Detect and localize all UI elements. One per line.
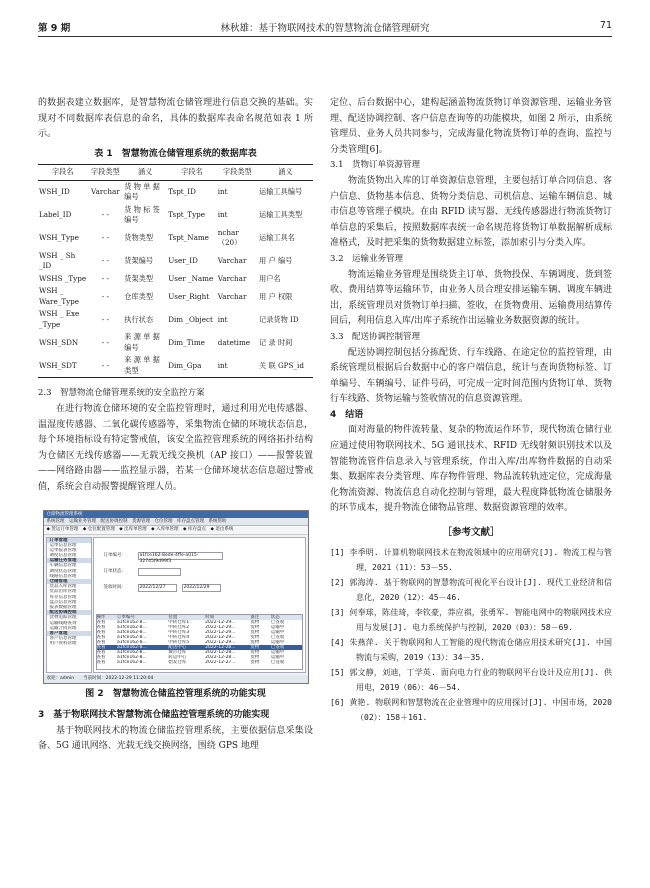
section-3-3-title: 3.3 配送协调控制管理 — [330, 331, 421, 342]
order-status-row — [104, 568, 254, 575]
running-title: 林秋雄：基于物联网技术的智慧物流仓储管理研究 — [220, 23, 430, 34]
reference-item: [4] 朱燕萍. 关于物联网和人工智能的现代物流仓储应用技术研究[J]. 中国物流与采购，2019（13）：34－35. — [330, 637, 612, 662]
page-number: 71 — [599, 20, 612, 31]
date-to-field: 2022/12/29 — [182, 584, 221, 592]
table-header-cell: 字段类型 — [88, 165, 124, 181]
grid-cell: 运输中 — [270, 629, 285, 635]
grid-cell: 查看 — [96, 650, 106, 656]
table-cell: - - — [101, 256, 109, 266]
nav-item: 运输线路查询 — [49, 620, 77, 626]
section-3-title: 3 基于物联网技术智慧物流仓储监控管理系统的功能实现 — [38, 710, 270, 721]
table-cell: 关 联 GPS_id — [258, 354, 313, 378]
table-cell: WSH_ID — [39, 187, 70, 197]
grid-cell: a1fce162-8... — [117, 645, 147, 651]
table-cell: 货架类型 — [124, 273, 154, 283]
grid-cell: 货物 — [250, 624, 260, 630]
table-cell: WSH_SDT — [38, 354, 88, 378]
grid-cell: 查看 — [96, 629, 106, 635]
grid-row — [97, 660, 302, 665]
nav-item: 运输合同管理 — [49, 625, 77, 631]
grid-cell: 中转仓库2 — [168, 624, 190, 630]
grid-cell: 货物 — [250, 660, 260, 666]
table-caption: 表 1 智慧物流仓储管理系统的数据库表 — [94, 148, 257, 159]
table-cell: 运输工具编号 — [259, 187, 303, 197]
nav-item: 货物追踪管理 — [49, 615, 77, 621]
grid-cell: 查看 — [96, 634, 106, 640]
grid-cell: 中转仓库5 — [168, 640, 190, 645]
table-header-cell: 涵义 — [258, 165, 313, 181]
grid-cell: 2022-12-28... — [205, 650, 236, 656]
table-cell: 运输工具名 — [259, 233, 295, 243]
table-cell: 记录货物 ID — [259, 314, 299, 324]
grid-cell: 中转仓库3 — [168, 629, 190, 635]
app-status-bar: 欢迎：admin 当前时间：2022-12-29 11:20:04 — [44, 675, 308, 683]
table-cell: 来 源 单 据 类型 — [123, 354, 167, 378]
table-cell: Tspt_Type — [168, 210, 206, 220]
table-cell: Varchar — [91, 187, 120, 197]
table-cell: WSHS _Type — [39, 273, 87, 283]
nav-item: 盘点信息管理 — [49, 599, 77, 605]
order-status-field — [138, 568, 181, 576]
table-cell: Dim_Gpa — [167, 354, 217, 378]
table-cell: User_ID — [168, 256, 198, 266]
nav-item: 运单信息管理 — [49, 542, 77, 548]
table-header-cell: 字段名 — [38, 165, 88, 181]
reference-item: [3] 何奉球，陈佳琦，李钦豪，莽应祺，张勇军. 智能电网中的物联网技术应用与发展[J]. 电力系统保护与控制，2020（03）：58－69. — [330, 607, 612, 632]
table-cell: nchar（20） — [217, 227, 242, 248]
order-number-field: a1fce162-8ede-4ffe-a015-32745f9d99f3 — [138, 552, 223, 560]
table-cell: 货架编号 — [124, 256, 154, 266]
table-cell: 用户名 — [259, 273, 281, 283]
grid-cell: a1fce162-8... — [117, 629, 147, 635]
order-number-row — [103, 552, 254, 564]
database-table — [38, 164, 313, 378]
table-cell: 记 录 时间 — [259, 337, 293, 347]
section-3-1-paragraph: 物流货物出入库的订单资源信息管理，主要包括订单合同信息、客户信息、货物基本信息、货物分类信息、司机信息、运输车辆信息、城市信息等管理子模块。在由 RFID 读写器、无线传感器进行物流货物订单信息的采集后，按照数据库表统一命名规范将货物订单数据解析成标准格式，及时把采集的货物数据建立标签，添加索引与分类入库。 — [330, 175, 612, 249]
grid-cell: 2022-12-29... — [205, 629, 236, 635]
grid-cell: 货物 — [250, 634, 260, 640]
grid-cell: 货物 — [250, 640, 260, 645]
grid-cell: a1fce162-8... — [117, 640, 147, 645]
table-cell: Varchar — [217, 256, 247, 266]
section-4-paragraph: 面对海量的物件流转量、复杂的物流运作环节，现代物流仓储行业应通过使用物联网技术、5G 通讯技术、RFID 无线射频识别技术以及智能物流管件信息录入与管理系统，作出入库/出库物件数据的自动采集、数据库表分类管理、库存物件管理、物品流转轨迹定位，完成海量化物流资源、物流信息自动化控制与管理，最大程度降低物流仓储服务的环节成本，提升物流仓储物品管理、数据资源管理的效率。 — [330, 425, 612, 514]
grid-cell: 货物 — [250, 645, 260, 651]
grid-cell: 货物 — [250, 655, 260, 661]
order-number-label: 订单编号： — [103, 552, 126, 558]
grid-header-cell: 状态 — [270, 614, 280, 620]
table-cell: WSH_Type — [39, 233, 79, 243]
table-cell: WSH _ Sh _ID — [39, 250, 76, 271]
app-main-panel — [93, 537, 306, 673]
table-cell: int — [217, 187, 228, 197]
table-cell: - - — [101, 337, 109, 347]
table-cell: Dim_Time — [168, 337, 205, 347]
table-cell: WSH _ Exe _Type — [39, 309, 80, 329]
grid-cell: 查看 — [96, 655, 106, 661]
grid-cell: 始发仓库 — [168, 660, 187, 666]
grid-cell: 运输中 — [270, 655, 285, 661]
grid-cell: a1fce162-8... — [117, 624, 147, 630]
grid-cell: 货物 — [250, 619, 260, 625]
grid-cell: a1fce162-8... — [117, 660, 147, 666]
table-cell: 仓库类型 — [124, 291, 154, 301]
table-cell: Varchar — [217, 291, 247, 301]
grid-cell: 中转仓库4 — [168, 634, 190, 640]
table-cell: int — [217, 210, 228, 220]
grid-cell: 货物 — [250, 650, 260, 656]
table-header-cell: 字段类型 — [217, 165, 258, 181]
table-cell: - - — [101, 233, 109, 243]
nav-group: 仓储管理 — [47, 579, 91, 584]
grid-cell: 查看 — [96, 619, 106, 625]
table-cell: - - — [101, 314, 109, 324]
nav-group: 客户管理 — [47, 631, 91, 636]
references-list — [330, 545, 612, 725]
section-3-2-paragraph: 物流运输业务管理是围绕货主订单、货物投保、车辆调度、货到签收、费用结算等运输环节，由业务人员合理安排运输车辆、调度车辆进出，系统管理员对货物订单扫描、签收，在货物费用、运输费用结算传回后，利用信息入库/出库子系统作出运输业务数据资源的统计。 — [330, 269, 612, 327]
app-title-bar: 仓储物流管理系统 — [44, 511, 308, 518]
section-2-3-title: 2.3 智慧物流仓储管理系统的安全监控方案 — [38, 388, 205, 399]
grid-cell: 查看 — [96, 660, 106, 666]
reference-item: [5] 郭文静，刘迪，丁学英. 面向电力行业的物联网平台设计及应用[J]. 供用电，2019（06）：46－54. — [330, 667, 612, 692]
header-rule — [38, 36, 612, 37]
table-cell: Tspt_ID — [168, 187, 196, 197]
grid-cell: 查看 — [96, 624, 106, 630]
table-row — [38, 250, 313, 273]
system-screenshot — [43, 510, 309, 684]
table-cell: datetime — [217, 337, 251, 347]
grid-cell: a1fce162-8... — [117, 619, 147, 625]
table-cell: - - — [101, 273, 109, 283]
grid-cell: 查看 — [96, 645, 106, 651]
grid-cell: 2022-12-28... — [205, 645, 236, 651]
grid-cell: 2022-12-29... — [205, 634, 236, 640]
grid-header-cell: 位置 — [168, 614, 178, 620]
reference-item: [1] 李季明. 计算机物联网技术在物流领域中的应用研究[J]. 物流工程与管理，2021（11）：53－55. — [330, 547, 612, 572]
nav-group: 配送协调控制 — [47, 610, 91, 615]
table-cell: 用 户 权限 — [259, 291, 293, 301]
table-cell: 货 物 标 签 编号 — [124, 204, 160, 225]
date-from-field: 2022/12/27 — [138, 584, 177, 592]
grid-cell: 查看 — [96, 640, 106, 645]
table-cell: 货 物 单 据 编号 — [124, 181, 160, 202]
app-menu-bar: 系统管理 运输业务管理 配送协调控制 货源管理 仓位管理 库存盘点管理 系统帮助 — [44, 518, 308, 526]
grid-cell: 转运中心 — [168, 655, 187, 661]
table-row — [38, 285, 313, 308]
section-2-3-paragraph: 在进行物流仓储环境的安全监控管理时，通过利用光电传感器、温湿度传感器、二氧化碳传感器等，采集物流仓储的环境状态信息，每个环境指标设有特定警戒值，该安全监控管理系统的网络拓扑结构为仓储区无线传感器——无载无线交换机（AP 接口）——报警装置——网络路由器——监控显示器，若某一仓储环境状态信息超过警戒值，系统会自动报警提醒管理人员。 — [38, 403, 313, 492]
left-column — [38, 96, 313, 755]
grid-cell: 城市仓库 — [168, 650, 187, 656]
nav-item: 货品出库管理 — [49, 589, 77, 595]
order-status-label: 订单状态： — [103, 568, 126, 574]
left-intro-paragraph: 的数据表建立数据库，是智慧物流仓储管理进行信息交换的基础。实现对不同数据库表信息的命名，具体的数据库表命名规范如表 1 所示。 — [38, 98, 313, 140]
grid-header-cell: 备注 — [250, 614, 260, 620]
table-row — [38, 354, 313, 378]
table-cell: int — [217, 354, 258, 378]
grid-cell: 已签收 — [270, 634, 285, 640]
table-cell: WSH _ Ware_Type — [39, 286, 80, 306]
app-side-nav — [46, 537, 92, 673]
nav-item: 车辆信息管理 — [49, 563, 77, 569]
table-cell: int — [217, 314, 228, 324]
section-3-paragraph: 基于物联网技术的物流仓储监控管理系统，主要依据信息采集设备、5G 通讯网络、光载无线交换网络，围绕 GPS 地理 — [38, 725, 313, 752]
section-4-title: 4 结语 — [330, 409, 364, 420]
grid-cell: 已签收 — [270, 619, 285, 625]
grid-cell: 2022-12-27... — [205, 660, 236, 666]
table-cell: - - — [88, 354, 124, 378]
grid-header-cell: 订单编号 — [117, 614, 135, 620]
table-row — [38, 227, 313, 250]
section-3-1-title: 3.1 货物订单资源管理 — [330, 160, 421, 171]
running-header — [38, 20, 612, 36]
section-3-2-title: 3.2 运输业务管理 — [330, 253, 404, 264]
table-header-cell: 字段名 — [167, 165, 217, 181]
table-cell: Tspt_Name — [168, 233, 209, 243]
table-header-cell: 涵义 — [123, 165, 167, 181]
reference-item: [2] 郭海涛. 基于物联网的智慧物流可视化平台设计[J]. 现代工业经济和信息化，2020（12）：45－46. — [330, 577, 612, 602]
grid-cell: 2022-12-29... — [205, 640, 236, 645]
nav-item: 线路信息管理 — [49, 573, 77, 579]
grid-header-cell: 操作 — [96, 614, 106, 620]
grid-cell: 2022-12-28... — [205, 655, 236, 661]
table-row — [38, 331, 313, 354]
grid-cell: 运输中 — [270, 650, 285, 656]
grid-cell: 已签收 — [270, 645, 285, 651]
table-cell: Label_ID — [39, 210, 72, 220]
table-row — [38, 180, 313, 204]
grid-cell: 中转仓库1 — [168, 619, 190, 625]
table-cell: 货物类型 — [124, 233, 154, 243]
grid-cell: 2022-12-29... — [205, 619, 236, 625]
grid-cell: 已签收 — [270, 660, 285, 666]
nav-item: 运单报表管理 — [49, 547, 77, 553]
table-cell: - - — [101, 291, 109, 301]
table-cell: WSH_SDN — [39, 337, 79, 347]
table-cell: Varchar — [217, 273, 247, 283]
figure-caption: 图 2 智慧物流仓储监控管理系统的功能实现 — [85, 688, 266, 699]
table-cell: - - — [101, 210, 109, 220]
nav-item: 用户资料管理 — [49, 641, 77, 647]
nav-item: 报表数据管理 — [49, 604, 77, 610]
grid-header-cell: 时间 — [205, 614, 215, 620]
grid-cell: 2022-12-29... — [205, 624, 236, 630]
table-row — [38, 273, 313, 286]
table-cell: 用 户 编号 — [259, 256, 293, 266]
sign-date-row — [104, 584, 254, 591]
right-intro-paragraph: 定位、后台数据中心，建构起涵盖物流货物订单资源管理、运输业务管理、配送协调控制、客户信息查询等的功能模块，如图 2 所示，由系统管理员、业务人员共同参与，完成海量化物流货物订单的查询、监控与分类管理[6]。 — [330, 98, 612, 155]
nav-item: 库存信息管理 — [49, 594, 77, 600]
app-toolbar: ◆ 货运订单管理 ◆ 仓位配置管理 ◆ 出库单管理 ◆ 入库单管理 ◆ 库存盘点 ◆ 退出系统 — [44, 526, 308, 535]
table-row — [38, 308, 313, 331]
reference-item: [6] 黄艳. 物联网和智慧物流在企业管理中的应用探讨[J]. 中国市场，2020（02）：158＋161. — [330, 697, 612, 722]
grid-cell: 配送中心 — [168, 645, 187, 651]
nav-group: 运输任务管理 — [47, 558, 91, 563]
nav-item: 调度状态管理 — [49, 568, 77, 574]
grid-cell: 运输中 — [270, 624, 285, 630]
table-cell: User_Right — [168, 291, 210, 301]
sign-date-label: 签收时间： — [103, 584, 126, 590]
nav-item: 货品入库管理 — [49, 584, 77, 590]
grid-cell: a1fce162-8... — [117, 650, 147, 656]
grid-cell: 运输中 — [270, 640, 285, 645]
nav-item: 调度信息管理 — [49, 553, 77, 559]
grid-cell: 货物 — [250, 629, 260, 635]
issue-number: 第 9 期 — [38, 23, 71, 34]
nav-group: 订单管理 — [47, 538, 91, 543]
table-cell: 来 源 单 据 编号 — [124, 332, 160, 352]
nav-item: 客户信息管理 — [49, 636, 77, 642]
references-title: ［参考文献］ — [442, 527, 500, 539]
section-3-3-paragraph: 配送协调控制包括分拣配货、行车线路、在途定位的监控管理，由系统管理员根据后台数据中心的客户端信息，统计与查询货物标签、订单编号、车辆编号、证件号码，可完成一定时间范围内货物订单、货物行车线路、货物运输与签收情况的信息资源管理。 — [330, 347, 612, 405]
table-cell: 运输工具类型 — [259, 210, 303, 220]
grid-cell: a1fce162-8... — [117, 634, 147, 640]
table-cell: 执行状态 — [124, 314, 154, 324]
table-cell: User _Name — [168, 273, 214, 283]
grid-cell: a1fce162-8... — [117, 655, 147, 661]
app-data-grid — [96, 614, 303, 670]
table-row — [38, 204, 313, 227]
table-cell: Dim _Object — [168, 314, 213, 324]
right-column — [330, 96, 612, 725]
